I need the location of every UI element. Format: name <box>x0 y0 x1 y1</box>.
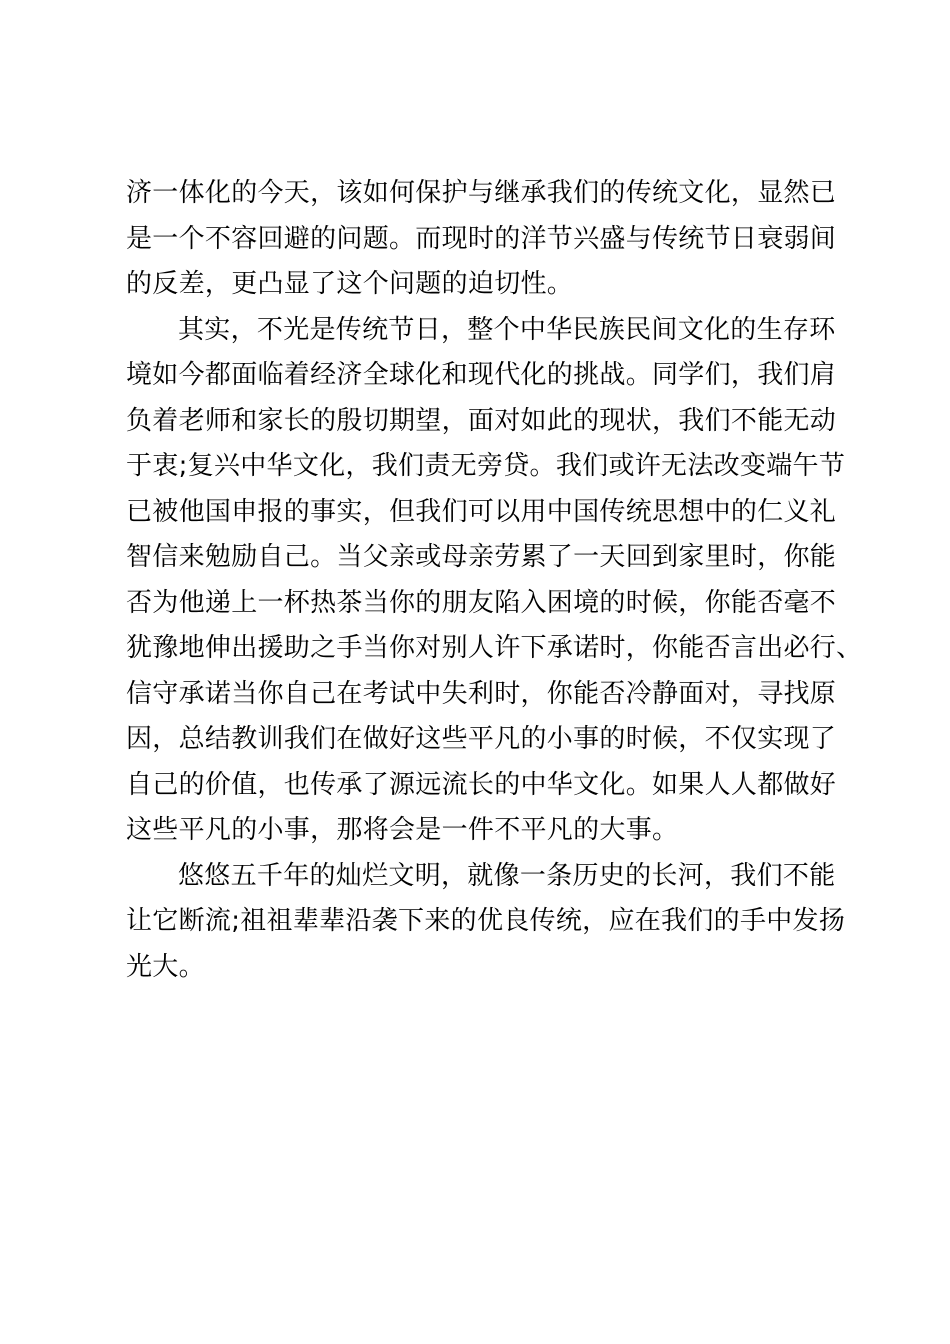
text-line: 负着老师和家长的殷切期望，面对如此的现状，我们不能无动 <box>126 405 837 436</box>
essay-body <box>126 171 863 990</box>
paragraph-3 <box>126 854 846 991</box>
text-line: 因，总结教训我们在做好这些平凡的小事的时候，不仅实现了 <box>126 724 837 754</box>
text-line: 是一个不容回避的问题。而现时的洋节兴盛与传统节日衰弱间 <box>126 223 837 254</box>
text-line: 否为他递上一杯热茶当你的朋友陷入困境的时候，你能否毫不 <box>126 587 837 618</box>
text-line: 悠悠五千年的灿烂文明，就像一条历史的长河，我们不能 <box>178 860 836 891</box>
text-line: 犹豫地伸出援助之手当你对别人许下承诺时，你能否言出必行、 <box>126 633 863 663</box>
text-line: 境如今都面临着经济全球化和现代化的挑战。同学们，我们肩 <box>126 360 837 390</box>
text-line: 自己的价值，也传承了源远流长的中华文化。如果人人都做好 <box>126 769 837 800</box>
paragraph-2 <box>126 308 863 854</box>
text-line: 信守承诺当你自己在考试中失利时，你能否冷静面对，寻找原 <box>126 678 837 709</box>
text-line: 让它断流;祖祖辈辈沿袭下来的优良传统，应在我们的手中发扬 <box>126 906 846 936</box>
paragraph-1 <box>126 171 838 308</box>
text-line: 智信来勉励自己。当父亲或母亲劳累了一天回到家里时，你能 <box>126 542 837 572</box>
text-line: 济一体化的今天，该如何保护与继承我们的传统文化，显然已 <box>126 178 837 208</box>
text-line: 光大。 <box>126 951 205 982</box>
text-line: 这些平凡的小事，那将会是一件不平凡的大事。 <box>126 815 679 845</box>
text-line: 已被他国申报的事实，但我们可以用中国传统思想中的仁义礼 <box>126 496 837 527</box>
text-line: 其实，不光是传统节日，整个中华民族民间文化的生存环 <box>178 314 836 345</box>
text-line: 于衷;复兴中华文化，我们责无旁贷。我们或许无法改变端午节 <box>126 451 846 481</box>
text-line: 的反差，更凸显了这个问题的迫切性。 <box>126 269 574 299</box>
